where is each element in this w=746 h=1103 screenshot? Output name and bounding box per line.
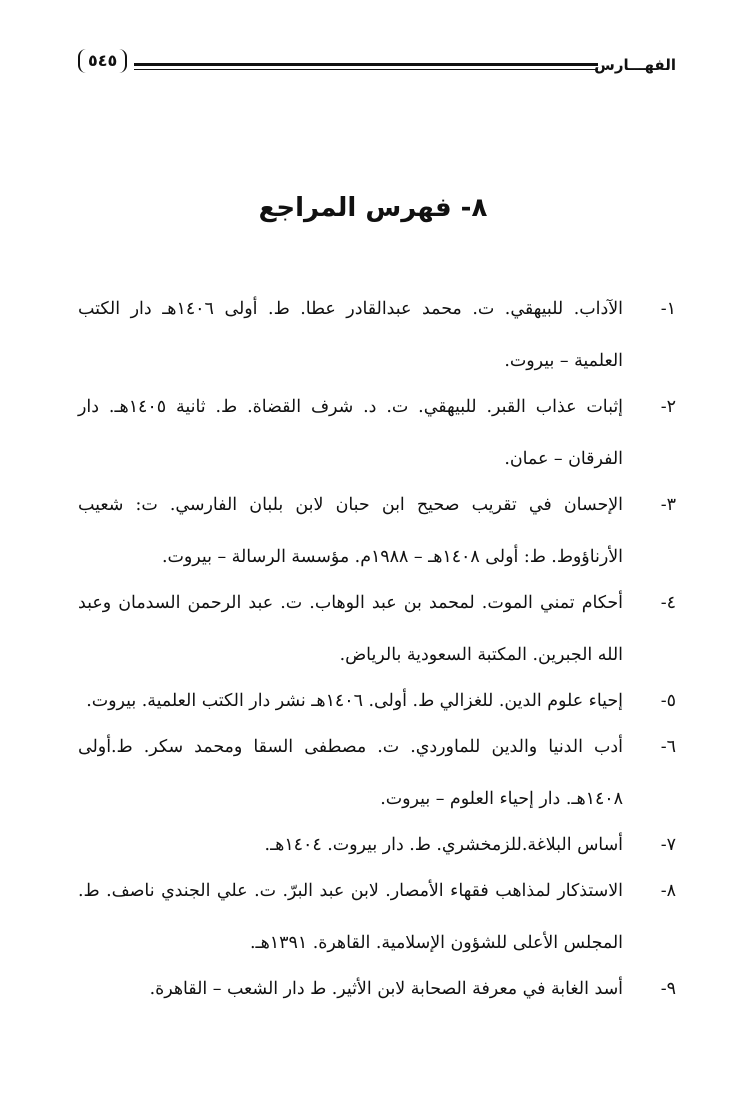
reference-text: إحياء علوم الدين. للغزالي ط. أولى. ١٤٠٦هـ نشر دار الكتب العلمية. بيروت. [86,691,623,711]
reference-item [78,865,676,969]
reference-number: ٨- [660,881,676,901]
reference-text: الآداب. للبيهقي. ت. محمد عبدالقادر عطا. ط. أولى ١٤٠٦هـ دار الكتب العلمية – بيروت. [78,299,624,371]
reference-item [78,721,676,825]
reference-text: إثبات عذاب القبر. للبيهقي. ت. د. شرف القضاة. ط. ثانية ١٤٠٥هـ. دار الفرقان – عمان. [78,397,623,469]
reference-item [78,675,676,727]
reference-number: ٩- [660,979,676,999]
reference-text: الاستذكار لمذاهب فقهاء الأمصار. لابن عبد البرّ. ت. علي الجندي ناصف. ط. المجلس الأعلى للشؤون الإسلامية. القاهرة. ١٣٩١هـ. [78,881,623,953]
page-number: ٥٤٥ [78,49,127,73]
section-title: ٨- فهرس المراجع [258,193,488,223]
reference-number: ٤- [660,593,676,613]
reference-item [78,963,676,1015]
header-rule [134,63,598,66]
reference-number: ٢- [660,397,676,417]
reference-number: ٧- [660,835,676,855]
reference-text: أسد الغابة في معرفة الصحابة لابن الأثير. ط دار الشعب – القاهرة. [149,979,623,999]
reference-text: أساس البلاغة.للزمخشري. ط. دار بيروت. ١٤٠٤هـ. [264,835,623,855]
page-header [78,42,676,82]
header-rule-thin [134,69,598,70]
reference-number: ٦- [660,737,676,757]
reference-item [78,577,676,681]
reference-text: الإحسان في تقريب صحيح ابن حبان لابن بلبان الفارسي. ت: شعيب الأرناؤوط. ط: أولى ١٤٠٨هـ – ١٩٨٨م. مؤسسة الرسالة – بيروت. [78,495,623,567]
reference-item [78,283,676,387]
reference-item [78,381,676,485]
reference-number: ٥- [660,691,676,711]
reference-text: أحكام تمني الموت. لمحمد بن عبد الوهاب. ت. عبد الرحمن السدمان وعبد الله الجبرين. المكتبة السعودية بالرياض. [78,593,623,665]
reference-number: ١- [660,299,676,319]
reference-item [78,819,676,871]
reference-list [78,283,676,1015]
running-title: الفهـــارس [594,56,676,74]
reference-number: ٣- [660,495,676,515]
reference-item [78,479,676,583]
reference-text: أدب الدنيا والدين للماوردي. ت. مصطفى السقا ومحمد سكر. ط.أولى ١٤٠٨هـ. دار إحياء العلوم – بيروت. [78,737,623,809]
